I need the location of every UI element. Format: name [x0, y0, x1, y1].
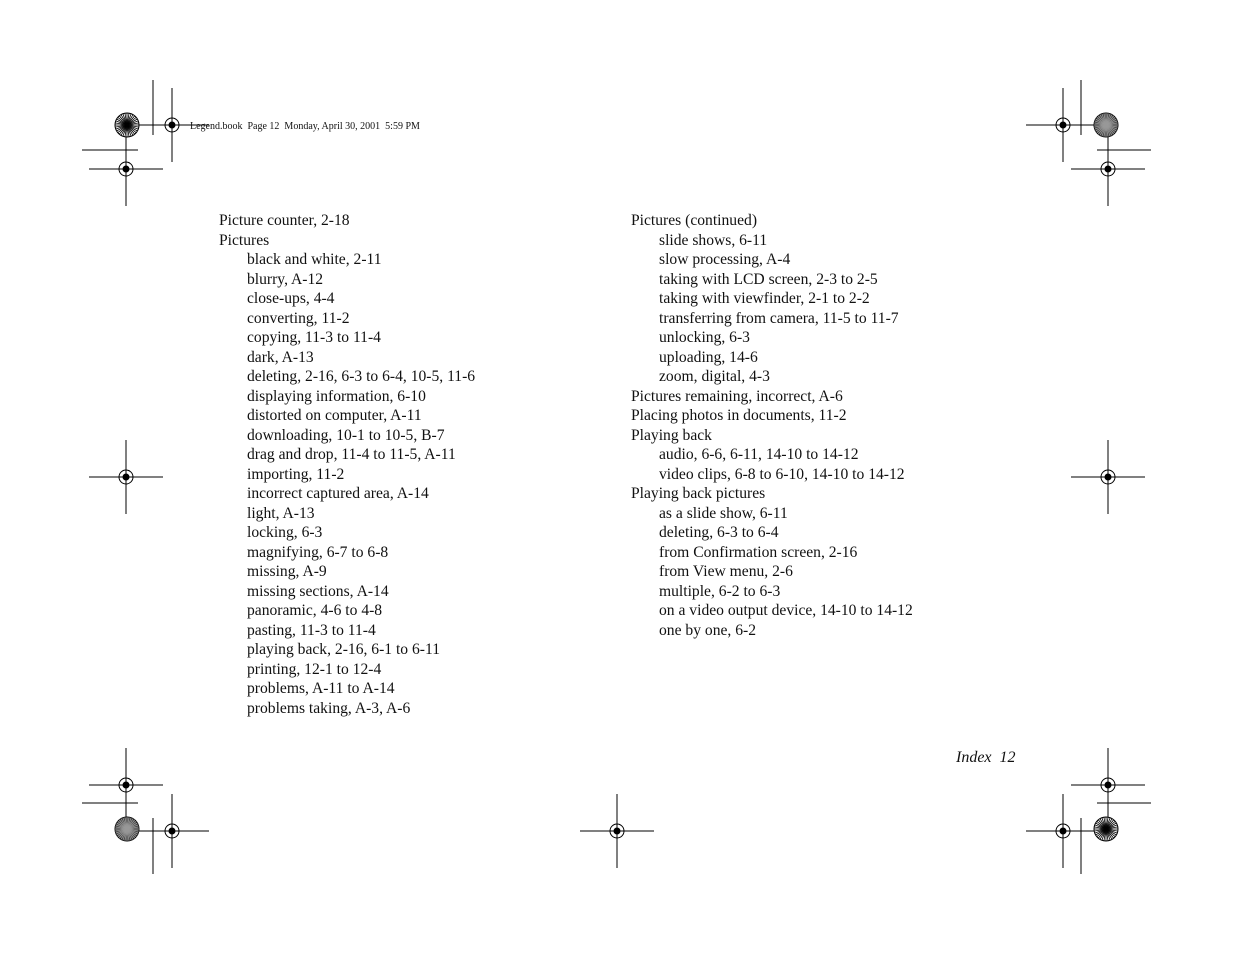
- index-subentry: transferring from camera, 11-5 to 11-7: [659, 309, 899, 327]
- index-subentry: displaying information, 6-10: [247, 387, 426, 405]
- index-subentry: light, A-13: [247, 504, 315, 522]
- index-subentry: taking with viewfinder, 2-1 to 2-2: [659, 290, 870, 307]
- index-subentry: taking with LCD screen, 2-3 to 2-5: [659, 270, 878, 288]
- index-subentry: deleting, 2-16, 6-3 to 6-4, 10-5, 11-6: [247, 368, 476, 385]
- index-subentry: close-ups, 4-4: [247, 290, 335, 307]
- index-column-left: [219, 211, 475, 718]
- index-subentry: slow processing, A-4: [659, 251, 791, 268]
- index-subentry: playing back, 2-16, 6-1 to 6-11: [247, 641, 441, 658]
- index-subentry: dark, A-13: [247, 348, 314, 366]
- index-subentry: problems, A-11 to A-14: [247, 680, 395, 697]
- index-subentry: locking, 6-3: [247, 524, 323, 541]
- index-entry: Pictures (continued): [631, 212, 758, 229]
- index-subentry: drag and drop, 11-4 to 11-5, A-11: [247, 446, 456, 463]
- index-subentry: distorted on computer, A-11: [247, 407, 422, 424]
- registration-mark: [1026, 88, 1100, 162]
- index-subentry: multiple, 6-2 to 6-3: [659, 582, 781, 600]
- registration-mark: [89, 132, 163, 206]
- index-subentry: converting, 11-2: [247, 309, 350, 327]
- index-subentry: incorrect captured area, A-14: [247, 485, 429, 502]
- index-subentry: blurry, A-12: [247, 270, 324, 288]
- index-subentry: on a video output device, 14-10 to 14-12: [659, 602, 913, 619]
- index-entry: Pictures: [219, 231, 270, 249]
- index-subentry: video clips, 6-8 to 6-10, 14-10 to 14-12: [659, 465, 905, 483]
- registration-mark: [1026, 794, 1100, 868]
- index-subentry: from View menu, 2-6: [659, 563, 793, 580]
- index-subentry: zoom, digital, 4-3: [659, 368, 770, 385]
- star-target-mark: [115, 817, 139, 841]
- registration-mark: [580, 794, 654, 868]
- index-entry: Playing back: [631, 426, 712, 444]
- index-entry: Picture counter, 2-18: [219, 212, 350, 229]
- index-entry: Placing photos in documents, 11-2: [631, 407, 847, 424]
- star-target-mark: [1094, 817, 1118, 841]
- index-subentry: black and white, 2-11: [247, 251, 382, 268]
- star-target-mark: [115, 113, 139, 137]
- index-subentry: panoramic, 4-6 to 4-8: [247, 602, 383, 619]
- registration-mark: [1071, 748, 1145, 822]
- print-stamp-header: Legend.book Page 12 Monday, April 30, 2001 5:59 PM: [190, 121, 420, 132]
- index-subentry: printing, 12-1 to 12-4: [247, 660, 382, 678]
- index-subentry: deleting, 6-3 to 6-4: [659, 524, 779, 541]
- index-column-right: [631, 211, 913, 640]
- index-subentry: uploading, 14-6: [659, 348, 758, 366]
- index-subentry: unlocking, 6-3: [659, 329, 750, 346]
- index-subentry: problems taking, A-3, A-6: [247, 699, 411, 717]
- registration-mark: [135, 794, 209, 868]
- index-subentry: copying, 11-3 to 11-4: [247, 329, 381, 346]
- index-subentry: as a slide show, 6-11: [659, 504, 788, 522]
- star-target-mark: [1094, 113, 1118, 137]
- index-subentry: audio, 6-6, 6-11, 14-10 to 14-12: [659, 446, 859, 463]
- registration-mark: [89, 748, 163, 822]
- registration-mark: [89, 440, 163, 514]
- index-subentry: slide shows, 6-11: [659, 231, 768, 249]
- index-subentry: from Confirmation screen, 2-16: [659, 543, 858, 561]
- index-subentry: importing, 11-2: [247, 465, 345, 483]
- index-subentry: magnifying, 6-7 to 6-8: [247, 543, 389, 561]
- index-subentry: missing, A-9: [247, 563, 327, 580]
- registration-mark: [1071, 440, 1145, 514]
- registration-mark: [1071, 132, 1145, 206]
- index-subentry: missing sections, A-14: [247, 582, 389, 600]
- index-subentry: pasting, 11-3 to 11-4: [247, 621, 376, 639]
- index-entry: Playing back pictures: [631, 485, 766, 502]
- index-entry: Pictures remaining, incorrect, A-6: [631, 387, 843, 405]
- page-footer-label: Index 12: [956, 749, 1016, 766]
- index-subentry: one by one, 6-2: [659, 621, 757, 639]
- index-subentry: downloading, 10-1 to 10-5, B-7: [247, 426, 445, 444]
